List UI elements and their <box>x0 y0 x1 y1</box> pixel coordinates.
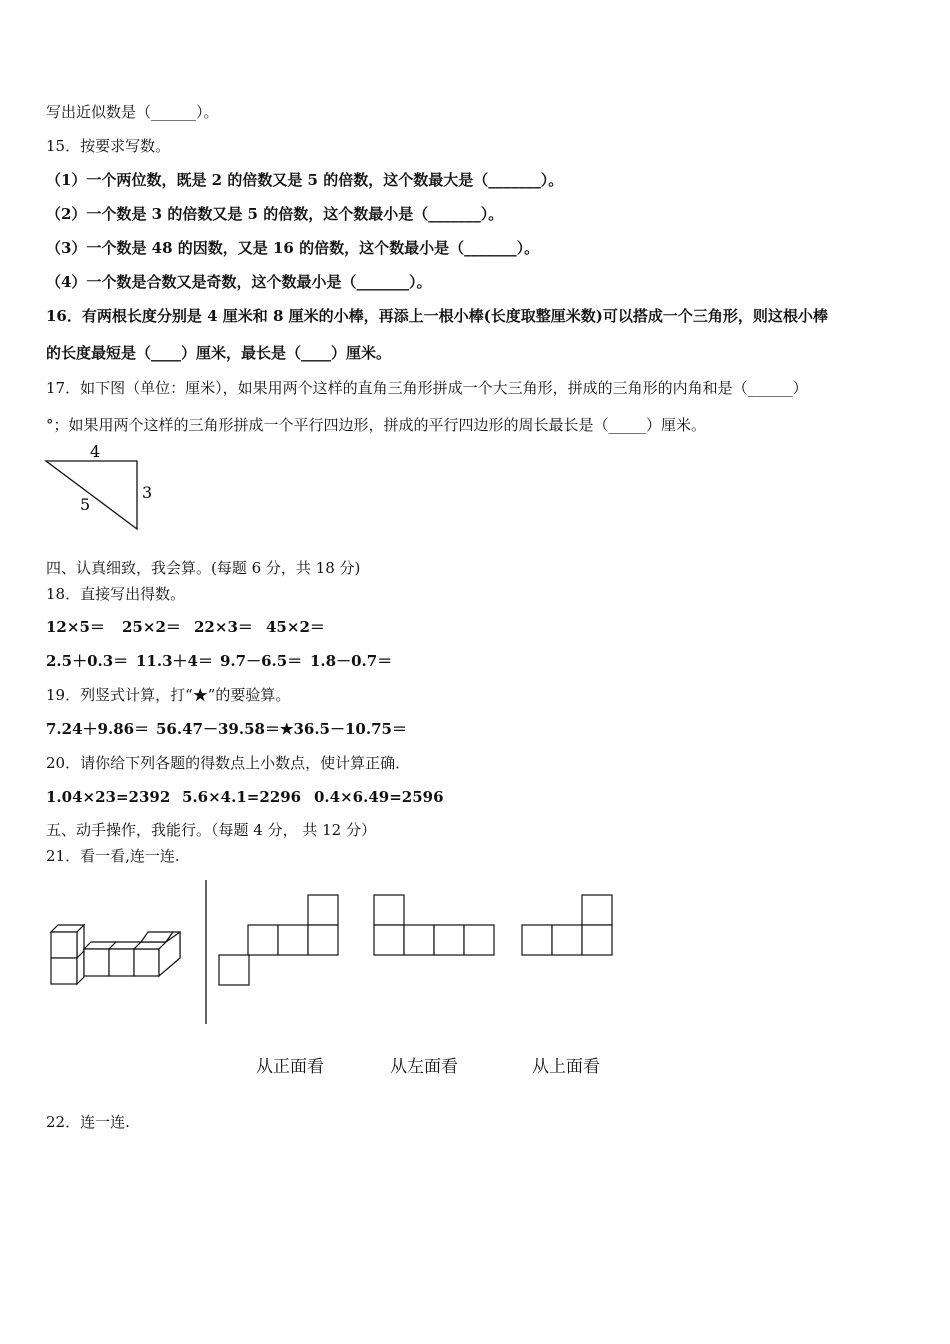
section-4-heading: 四、认真细致，我会算。(每题 6 分，共 18 分) <box>46 559 361 577</box>
q18-row-1 <box>46 617 325 637</box>
q18-expr: 9.7－6.5＝ <box>220 652 303 670</box>
q18-title: 18．直接写出得数。 <box>46 585 186 603</box>
q16-line-1: 16．有两根长度分别是 4 厘米和 8 厘米的小棒，再添上一根小棒(长度取整厘米数)可以搭成一个三角形，则这根小棒 <box>46 307 828 325</box>
cube-solid-figure <box>46 920 186 990</box>
triangle-label-right: 3 <box>142 483 153 502</box>
view-option-3 <box>520 893 616 957</box>
q18-expr: 12×5＝ <box>46 618 105 636</box>
q20-expr: 0.4×6.49=2596 <box>314 788 444 806</box>
q20-title: 20．请你给下列各题的得数点上小数点，使计算正确． <box>46 754 411 772</box>
q17-line-2: °；如果用两个这样的三角形拼成一个平行四边形，拼成的平行四边形的周长最长是（_____）厘米。 <box>46 416 707 434</box>
q18-row-2 <box>46 651 392 671</box>
q14-tail: 写出近似数是（______）。 <box>46 103 219 121</box>
q20-expr: 1.04×23=2392 <box>46 788 171 806</box>
q15-item-4: （4）一个数是合数又是奇数，这个数最小是（_______）。 <box>46 273 432 291</box>
view-label-front: 从正面看 <box>256 1057 324 1077</box>
q18-expr: 22×3＝ <box>194 618 253 636</box>
triangle-label-top: 4 <box>90 442 101 461</box>
q17-line-1: 17．如下图（单位：厘米），如果用两个这样的直角三角形拼成一个大三角形，拼成的三角形的内角和是（______） <box>46 379 808 397</box>
right-triangle-figure <box>40 440 160 535</box>
q18-expr: 25×2＝ <box>122 618 181 636</box>
q15-item-2: （2）一个数是 3 的倍数又是 5 的倍数，这个数最小是（_______）。 <box>46 205 504 223</box>
q18-expr: 45×2＝ <box>266 618 325 636</box>
q19-row <box>46 719 407 739</box>
q22-title: 22．连一连. <box>46 1113 130 1131</box>
q16-line-2: 的长度最短是（____）厘米，最长是（____）厘米。 <box>46 344 392 362</box>
q19-title: 19．列竖式计算，打“★”的要验算。 <box>46 686 291 704</box>
q15-item-1: （1）一个两位数，既是 2 的倍数又是 5 的倍数，这个数最大是（_______）。 <box>46 171 564 189</box>
view-option-2 <box>372 893 498 957</box>
q18-expr: 1.8－0.7＝ <box>310 652 393 670</box>
divider-line <box>204 880 208 1025</box>
q21-title: 21．看一看,连一连. <box>46 847 180 865</box>
q18-expr: 11.3＋4＝ <box>136 652 213 670</box>
triangle-label-hyp: 5 <box>80 495 91 514</box>
q20-row <box>46 787 444 807</box>
q19-expr: 7.24＋9.86＝ <box>46 720 150 738</box>
view-label-top: 从上面看 <box>532 1057 600 1077</box>
q15-title: 15．按要求写数。 <box>46 137 171 155</box>
q19-expr: ★36.5－10.75＝ <box>280 720 407 738</box>
view-label-left: 从左面看 <box>390 1057 458 1077</box>
q20-expr: 5.6×4.1=2296 <box>182 788 302 806</box>
q19-expr: 56.47－39.58＝ <box>156 720 280 738</box>
q15-item-3: （3）一个数是 48 的因数，又是 16 的倍数，这个数最小是（_______）。 <box>46 239 540 257</box>
view-option-1 <box>218 893 342 987</box>
q18-expr: 2.5＋0.3＝ <box>46 652 129 670</box>
section-5-heading: 五、动手操作，我能行。（每题 4 分， 共 12 分） <box>46 821 376 839</box>
